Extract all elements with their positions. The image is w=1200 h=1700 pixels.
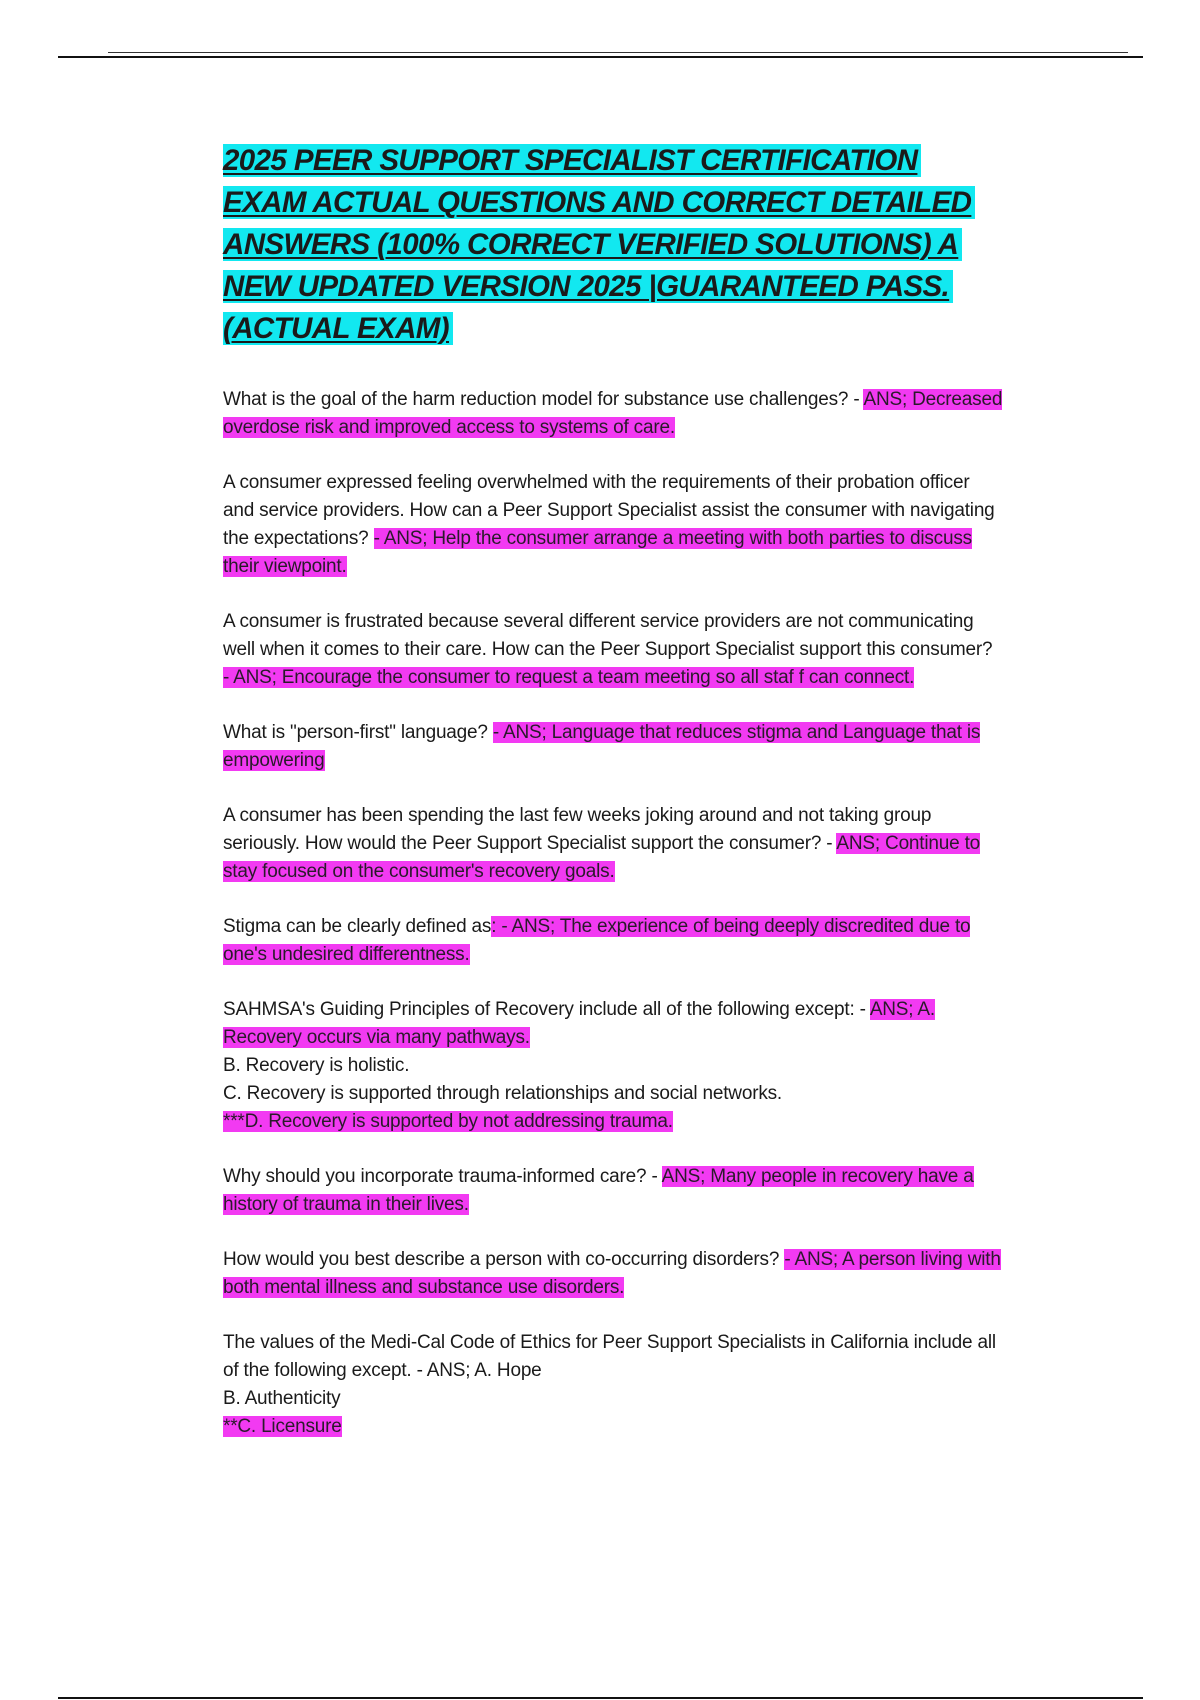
qa-item-7 — [223, 996, 1003, 1136]
question-text: SAHMSA's Guiding Principles of Recovery include all of the following except: - — [223, 999, 870, 1020]
question-text: A consumer is frustrated because several different service providers are not communicating well when it comes to their care. How can the Peer Support Specialist support this consumer? — [223, 611, 993, 660]
option-text: C. Recovery is supported through relationships and social networks. — [223, 1083, 783, 1104]
header-rule-inner — [108, 52, 1128, 53]
qa-item-3 — [223, 608, 1003, 692]
option-text: B. Recovery is holistic. — [223, 1055, 410, 1076]
answer-text: - ANS; A person living with both mental illness and substance use disorders. — [223, 1249, 1001, 1298]
final-answer-text: **C. Licensure — [223, 1416, 342, 1437]
answer-text: : - ANS; The experience of being deeply discredited due to one's undesired differentness. — [223, 916, 971, 965]
answer-text: ANS; Decreased overdose risk and improved access to systems of care. — [223, 389, 1003, 438]
header-rule — [58, 56, 1143, 58]
page-content — [223, 140, 1003, 1468]
question-text: Why should you incorporate trauma-informed care? - — [223, 1166, 662, 1187]
question-text: What is "person-first" language? — [223, 722, 493, 743]
question-text: Stigma can be clearly defined as — [223, 916, 492, 937]
question-text: A consumer has been spending the last few weeks joking around and not taking group seriously. How would the Peer Support Specialist support the consumer? - — [223, 805, 932, 854]
question-text: How would you best describe a person with co-occurring disorders? — [223, 1249, 785, 1270]
answer-text: ANS; A. Recovery occurs via many pathways. — [223, 999, 935, 1048]
qa-item-2 — [223, 469, 1003, 581]
question-text: What is the goal of the harm reduction model for substance use challenges? - — [223, 389, 864, 410]
qa-item-6 — [223, 913, 1003, 969]
qa-item-5 — [223, 802, 1003, 886]
final-answer-text: ***D. Recovery is supported by not addressing trauma. — [223, 1111, 673, 1132]
answer-text: - ANS; Help the consumer arrange a meeting with both parties to discuss their viewpoint. — [223, 528, 972, 577]
title-highlight: 2025 PEER SUPPORT SPECIALIST CERTIFICATION EXAM ACTUAL QUESTIONS AND CORRECT DETAILED ANSWERS (100% CORRECT VERIFIED SOLUTIONS) A NEW UPDATED VERSION 2025 |GUARANTEED PASS. (ACTUAL EXAM) — [223, 144, 975, 345]
answer-text: ANS; Many people in recovery have a history of trauma in their lives. — [223, 1166, 974, 1215]
qa-item-9 — [223, 1246, 1003, 1302]
option-text: B. Authenticity — [223, 1388, 341, 1409]
footer-rule — [58, 1697, 1143, 1699]
qa-item-8 — [223, 1163, 1003, 1219]
qa-item-4 — [223, 719, 1003, 775]
document-title — [223, 140, 1003, 350]
answer-text: ANS; Continue to stay focused on the consumer's recovery goals. — [223, 833, 981, 882]
question-text: The values of the Medi-Cal Code of Ethics for Peer Support Specialists in California include all of the following except. - ANS; A. Hope — [223, 1332, 996, 1381]
answer-text: - ANS; Encourage the consumer to request a team meeting so all staf f can connect. — [223, 667, 915, 688]
qa-item-1 — [223, 386, 1003, 442]
qa-item-10 — [223, 1329, 1003, 1441]
answer-text: - ANS; Language that reduces stigma and Language that is empowering — [223, 722, 981, 771]
question-text: A consumer expressed feeling overwhelmed with the requirements of their probation officer and service providers. How can a Peer Support Specialist assist the consumer with navigating the expectations? — [223, 472, 995, 549]
